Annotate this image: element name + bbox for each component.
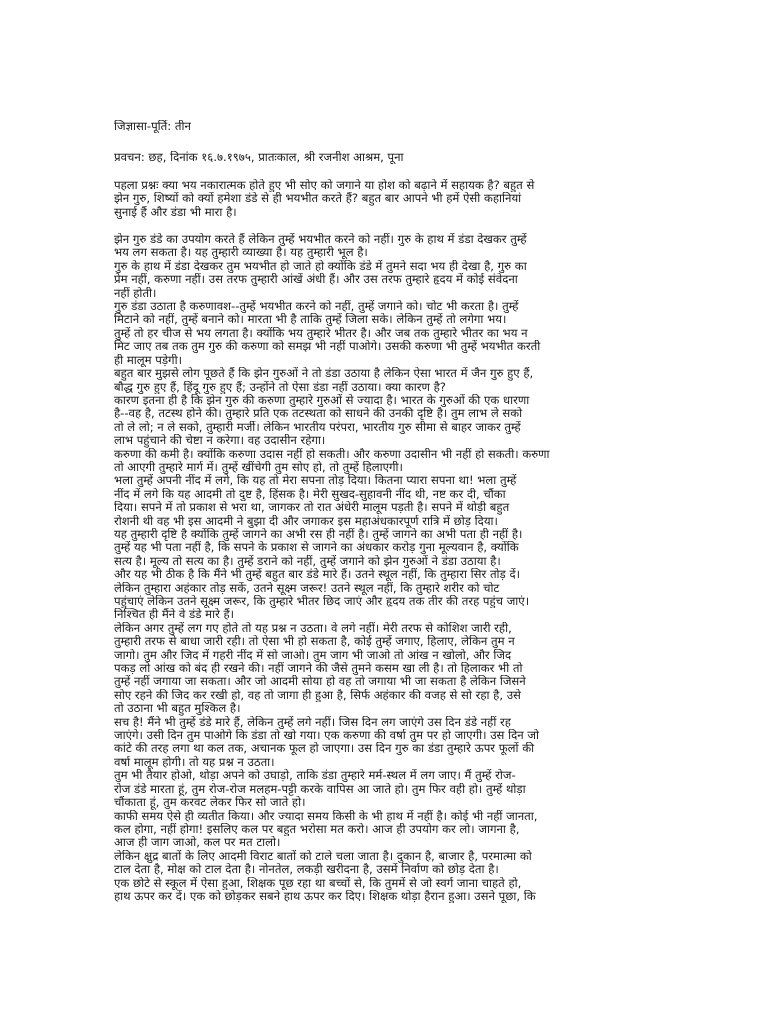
body-line: तुम्हारी तरफ से बाधा जारी रही। तो ऐसा भी हो सकता है, कोई तुम्हें जगाए, हिलाए, लेकिन तुम न: [114, 635, 515, 649]
body-line: जाएंगे। उसी दिन तुम पाओगे कि डंडा तो खो गया। एक करुणा की वर्षा तुम पर हो जाएगी। उस दिन जो: [114, 729, 539, 743]
body-line: तो उठाना भी बहुत मुश्किल है।: [114, 702, 241, 716]
spacer: [114, 219, 660, 233]
body-line: कांटे की तरह लगा था कल तक, अचानक फूल हो जाएगा। उस दिन गुरु का डंडा तुम्हारे ऊपर फूलों की: [114, 742, 535, 756]
body-line: लेकिन क्षुद्र बातों के लिए आदमी विराट बातों को टाले चला जाता है। दुकान है, बाजार है, परमात्मा को: [114, 849, 532, 863]
body-line: और यह भी ठीक है कि मैंने भी तुम्हें बहुत बार डंडे मारे हैं। उतने स्थूल नहीं, कि तुम्हारा सिर तोड़ दें।: [114, 568, 520, 582]
answer-block: [114, 233, 660, 903]
body-line: काफी समय ऐसे ही व्यतीत किया। और ज्यादा समय किसी के भी हाथ में नहीं है। कोई भी नहीं जानता,: [114, 809, 538, 823]
question-line: पहला प्रश्नः क्या भय नकारात्मक होते हुए भी सोए को जगाने या होश को बढ़ाने में सहायक है? बहुत से: [114, 178, 535, 192]
document-title: जिज्ञासा-पूर्ति: तीन: [114, 120, 191, 133]
body-line: लाभ पहुंचाने की चेष्टा न करेगा। वह उदासीन रहेगा।: [114, 434, 326, 448]
body-line: तुम्हें तो हर चीज से भय लगता है। क्योंकि भय तुम्हारे भीतर है। और जब तक तुम्हारे भीतर का भय न: [114, 326, 528, 340]
body-line: सच है! मैंने भी तुम्हें डंडे मारे हैं, लेकिन तुम्हें लगे नहीं। जिस दिन लग जाएंगे उस दिन डंडे नहीं रह: [114, 715, 511, 729]
body-line: तो ले लो; न ले सको, तुम्हारी मर्जी। लेकिन भारतीय परंपरा, भारतीय गुरु सीमा से बाहर जाकर तुम्हें: [114, 420, 521, 434]
body-line: यह तुम्हारी दृष्टि है क्योंकि तुम्हें जागने का अभी रस ही नहीं है। तुम्हें जागने का अभी पता ही नहीं है।: [114, 527, 523, 541]
body-line: निश्चित ही मैंने वे डंडे मारे हैं।: [114, 608, 235, 622]
body-line: प्रेम नहीं, करुणा नहीं। उस तरफ तुम्हारी आंखें अंधी हैं। और उस तरफ तुम्हारे हृदय में कोई संवेदना: [114, 273, 518, 287]
body-line: सोए रहने की जिद कर रखी हो, वह तो जागा ही हुआ है, सिर्फ अहंकार की वजह से सो रहा है, उसे: [114, 688, 521, 702]
body-line: बौद्ध गुरु हुए हैं, हिंदू गुरु हुए हैं; उन्होंने तो ऐसा डंडा नहीं उठाया। क्या कारण है?: [114, 380, 446, 394]
body-line: भला तुम्हें अपनी नींद में लगे, कि यह तो मेरा सपना तोड़ दिया। कितना प्यारा सपना था! भला तुम्हें: [114, 474, 517, 488]
body-line: गुरु के हाथ में डंडा देखकर तुम भयभीत हो जाते हो क्योंकि डंडे में तुमने सदा भय ही देखा है, गुरु का: [114, 259, 527, 273]
body-line: रोशनी थी वह भी इस आदमी ने बुझा दी और जगाकर इस महाअंधकारपूर्ण रात्रि में छोड़ दिया।: [114, 514, 498, 528]
body-line: है--वह है, तटस्थ होने की। तुम्हारे प्रति एक तटस्थता को साधने की उनकी दृष्टि है। तुम लाभ ले सको: [114, 407, 523, 421]
body-line: लेकिन तुम्हारा अहंकार तोड़ सकें, उतने सूक्ष्म जरूर! उतने स्थूल नहीं, कि तुम्हारे शरीर को चोट: [114, 581, 500, 595]
question-block: [114, 179, 660, 219]
body-line: तुम्हें नहीं जगाया जा सकता। और जो आदमी सोया हो वह तो जगाया भी जा सकता है लेकिन जिसने: [114, 675, 526, 689]
body-line: गुरु डंडा उठाता है करुणावश--तुम्हें भयभीत करने को नहीं, तुम्हें जगाने को। चोट भी करता है। तुम्हें: [114, 300, 519, 314]
body-line: बहुत बार मुझसे लोग पूछते हैं कि झेन गुरुओं ने तो डंडा उठाया है लेकिन ऐसा भारत में जैन गुरु हुए हैं,: [114, 367, 534, 381]
body-line: जागो। तुम और जिद में गहरी नींद में सो जाओ। तुम जाग भी जाओ तो आंख न खोलो, और जिद: [114, 648, 512, 662]
body-line: दिया। सपने में तो प्रकाश से भरा था, जागकर तो रात अंधेरी मालूम पड़ती है। सपने में थोड़ी बहुत: [114, 501, 510, 515]
body-line: वर्षा मालूम होगी। तो यह प्रश्न न उठता।: [114, 755, 275, 769]
question-line: सुनाई हैं और डंडा भी मारा है।: [114, 205, 237, 219]
body-line: तो आएगी तुम्हारे मार्ग में। तुम्हें खींचेगी तुम सोए हो, तो तुम्हें हिलाएगी।: [114, 460, 403, 474]
body-line: मिट जाए तब तक तुम गुरु की करुणा को समझ भी नहीं पाओगे। उसकी करुणा भी तुम्हें भयभीत करती: [114, 340, 541, 354]
body-line: ही मालूम पड़ेगी।: [114, 353, 182, 367]
body-line: टाल देता है, मोक्ष को टाल देता है। नोनतेल, लकड़ी खरीदना है, उसमें निर्वाण को छोड़ देता है।: [114, 863, 499, 877]
body-line: मिटाने को नहीं, तुम्हें बनाने को। मारता भी है ताकि तुम्हें जिला सके। लेकिन तुम्हें तो लगेगा भय।: [114, 313, 507, 327]
body-line: पकड़ लो आंख को बंद ही रखने की। नहीं जागने की जैसे तुमने कसम खा ली है। तो हिलाकर भी तो: [114, 662, 523, 676]
body-line: नींद में लगे कि यह आदमी तो दुष्ट है, हिंसक है। मेरी सुखद-सुहावनी नींद थी, नष्ट कर दी, चौंका: [114, 487, 506, 501]
body-line: एक छोटे से स्कूल में ऐसा हुआ, शिक्षक पूछ रहा था बच्चों से, कि तुममें से जो स्वर्ग जाना चाहते हो,: [114, 876, 522, 890]
body-line: रोज डंडे मारता हूं, तुम रोज-रोज मलहम-पट्टी करके वापिस आ जाते हो। तुम फिर वही हो। तुम्हें थोड़ा: [114, 782, 526, 796]
body-line: सत्य है। मूल्य तो सत्य का है। तुम्हें डराने को नहीं, तुम्हें जगाने को झेन गुरुओं ने डंडा उठाया है।: [114, 554, 501, 568]
body-line: पहुंचाएं लेकिन उतने सूक्ष्म जरूर, कि तुम्हारे भीतर छिद जाएं और हृदय तक तीर की तरह पहुंच जाएं।: [114, 595, 530, 608]
body-line: आज ही जाग जाओ, कल पर मत टालो।: [114, 836, 281, 850]
discourse-meta: प्रवचन: छह, दिनांक १६.७.१९७५, प्रातःकाल, श्री रजनीश आश्रम, पूना: [114, 151, 404, 165]
body-line: हाथ ऊपर कर दें। एक को छोड़कर सबने हाथ ऊपर कर दिए। शिक्षक थोड़ा हैरान हुआ। उसने पूछा, कि: [114, 889, 536, 903]
question-line: झेन गुरु, शिष्यों को क्यों हमेशा डंडे से ही भयभीत करते हैं? बहुत बार आपने भी हमें ऐसी कहानियां: [114, 192, 522, 206]
body-line: कारण इतना ही है कि झेन गुरु की करुणा तुम्हारे गुरुओं से ज्यादा है। भारत के गुरुओं की एक धारणा: [114, 393, 530, 407]
body-line: चौंकाता हूं, तुम करवट लेकर फिर सो जाते हो।: [114, 796, 306, 810]
spacer: [114, 165, 660, 179]
body-line: तुम भी तैयार होओ, थोड़ा अपने को उघाड़ो, ताकि डंडा तुम्हारे मर्म-स्थल में लग जाए। मैं तुम्हें रोज-: [114, 769, 516, 783]
body-line: नहीं होती।: [114, 286, 157, 300]
body-line: झेन गुरु डंडे का उपयोग करते हैं लेकिन तुम्हें भयभीत करने को नहीं। गुरु के हाथ में डंडा देखकर तुम्हें: [114, 233, 527, 247]
body-line: लेकिन अगर तुम्हें लग गए होते तो यह प्रश्न न उठता। वे लगे नहीं। मेरी तरफ से कोशिश जारी रही,: [114, 621, 512, 635]
body-line: करुणा की कमी है। क्योंकि करुणा उदास नहीं हो सकती। और करुणा उदासीन भी नहीं हो सकती। करुणा: [114, 447, 550, 461]
body-line: तुम्हें यह भी पता नहीं है, कि सपने के प्रकाश से जागने का अंधकार करोड़ गुना मूल्यवान है, क्योंकि: [114, 541, 519, 555]
spacer: [114, 137, 660, 151]
body-line: कल होगा, नहीं होगा! इसलिए कल पर बहुत भरोसा मत करो। आज ही उपयोग कर लो। जागना है,: [114, 822, 520, 836]
document-page: [114, 120, 660, 903]
body-line: भय लग सकता है। यह तुम्हारी व्याख्या है। यह तुम्हारी भूल है।: [114, 246, 368, 260]
